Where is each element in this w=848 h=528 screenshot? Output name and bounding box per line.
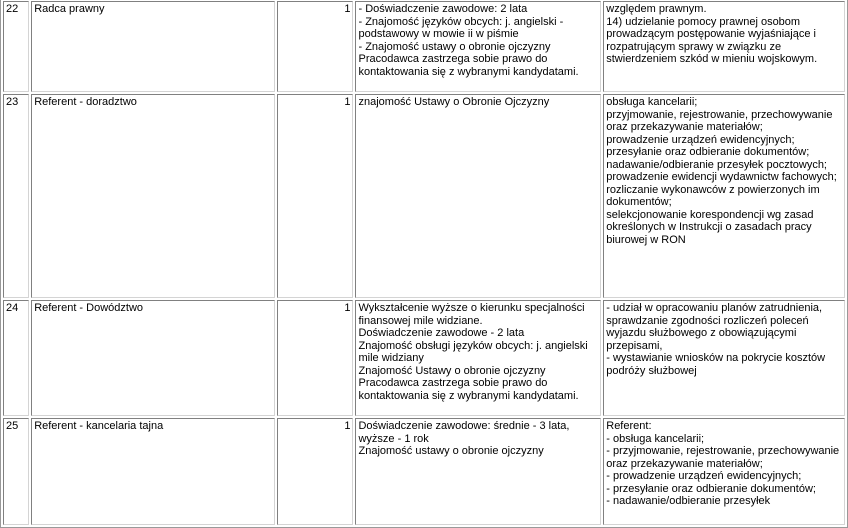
position-count: 1 (277, 418, 354, 525)
row-number: 25 (3, 418, 29, 525)
table-row (3, 94, 845, 298)
table-row (3, 418, 845, 525)
duties-cell: - udział w opracowaniu planów zatrudnienia, sprawdzanie zgodności rozliczeń poleceń wyjazdu służbowego z obowiązującymi przepisami, - wystawianie wniosków na pokrycie kosztów podróży służbowej (603, 300, 845, 416)
position-count: 1 (277, 300, 354, 416)
position-count: 1 (277, 1, 354, 92)
requirements-cell: Doświadczenie zawodowe: średnie - 3 lata, wyższe - 1 rok Znajomość ustawy o obronie ojczyzny (355, 418, 601, 525)
duties-cell: obsługa kancelarii; przyjmowanie, rejestrowanie, przechowywanie oraz przekazywanie materiałów; prowadzenie urządzeń ewidencyjnych; przesyłanie oraz odbieranie dokumentów; nadawanie/odbieranie przesyłek pocztowych; prowadzenie ewidencji wydawnictw fachowych; rozliczanie wykonawców z powierzonych im dokumentów; selekcjonowanie korespondencji wg zasad określonych w Instrukcji o zasadach pracy biurowej w RON (603, 94, 845, 298)
requirements-cell: znajomość Ustawy o Obronie Ojczyzny (355, 94, 601, 298)
position-name: Referent - Dowództwo (31, 300, 275, 416)
position-name: Referent - doradztwo (31, 94, 275, 298)
requirements-cell: - Doświadczenie zawodowe: 2 lata - Znajomość języków obcych: j. angielski - podstawowy w mowie ii w piśmie - Znajomość ustawy o obronie ojczyzny Pracodawca zastrzega sobie prawo do kontaktowania się z wybranymi kandydatami. (355, 1, 601, 92)
requirements-cell: Wykształcenie wyższe o kierunku specjalności finansowej mile widziane. Doświadczenie zawodowe - 2 lata Znajomość obsługi języków obcych: j. angielski mile widziany Znajomość Ustawy o obronie ojczyzny Pracodawca zastrzega sobie prawo do kontaktowania się z wybranymi kandydatami. (355, 300, 601, 416)
duties-cell: względem prawnym. 14) udzielanie pomocy prawnej osobom prowadzącym postępowanie wyjaśniające i rozpatrującym sprawy w związku ze stwierdzeniem szkód w mieniu wojskowym. (603, 1, 845, 92)
position-count: 1 (277, 94, 354, 298)
position-name: Radca prawny (31, 1, 275, 92)
position-name: Referent - kancelaria tajna (31, 418, 275, 525)
row-number: 23 (3, 94, 29, 298)
table-row (3, 300, 845, 416)
row-number: 24 (3, 300, 29, 416)
row-number: 22 (3, 1, 29, 92)
table-row (3, 1, 845, 92)
duties-cell: Referent: - obsługa kancelarii; - przyjmowanie, rejestrowanie, przechowywanie oraz przekazywanie materiałów; - prowadzenie urządzeń ewidencyjnych; - przesyłanie oraz odbieranie dokumentów; - nadawanie/odbieranie przesyłek (603, 418, 845, 525)
